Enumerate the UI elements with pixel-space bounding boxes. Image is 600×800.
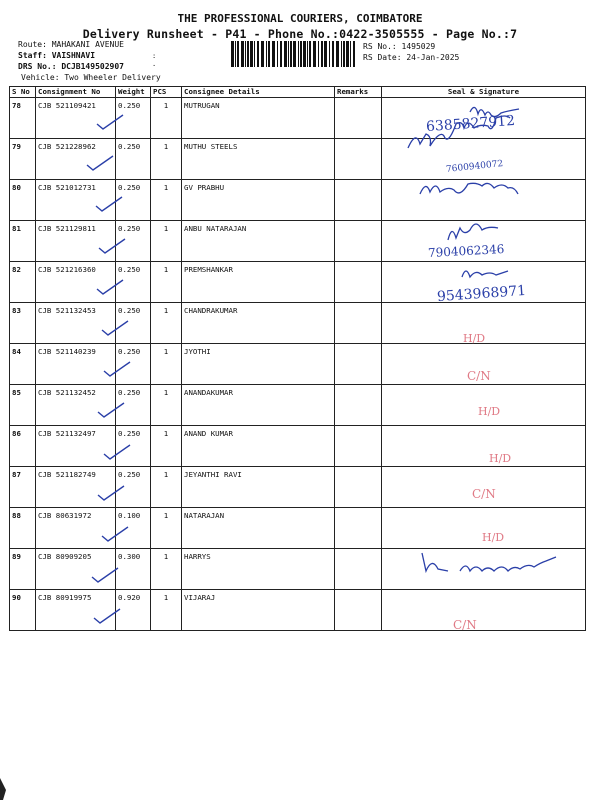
signature-cell <box>382 262 586 306</box>
handwritten-note-1: H/D <box>463 332 486 345</box>
pcs-cell: 1 <box>151 344 182 385</box>
handwritten-note-2: C/N <box>467 369 491 383</box>
pcs-cell: 1 <box>151 262 182 303</box>
check-mark-icon <box>90 565 120 585</box>
consignment-cell: CJB 521228962 <box>36 139 116 180</box>
consignment-cell: CJB 521132453 <box>36 303 116 344</box>
table-row <box>10 303 586 344</box>
col-sno: S No <box>10 87 36 98</box>
col-weight: Weight <box>116 87 151 98</box>
consignee-cell: ANBU NATARAJAN <box>182 221 335 262</box>
consignee-cell: GV PRABHU <box>182 180 335 221</box>
sno-cell: 82 <box>10 262 36 303</box>
remarks-cell <box>335 262 382 303</box>
consignment-cell: CJB 521012731 <box>36 180 116 221</box>
col-signature: Seal & Signature <box>382 87 586 98</box>
check-mark-icon <box>94 194 124 214</box>
vehicle-label: Vehicle: Two Wheeler Delivery <box>21 73 161 82</box>
consignee-cell: MUTRUGAN <box>182 98 335 139</box>
sno-cell: 86 <box>10 426 36 467</box>
remarks-cell <box>335 344 382 385</box>
sno-cell: 81 <box>10 221 36 262</box>
remarks-cell <box>335 590 382 631</box>
signature-cell <box>382 426 586 467</box>
consignee-cell: MUTHU STEELS <box>182 139 335 180</box>
handwritten-note-7: C/N <box>453 618 477 632</box>
remarks-cell <box>335 426 382 467</box>
consignment-cell: CJB 80919975 <box>36 590 116 631</box>
rs-number: RS No.: 1495029 <box>363 42 436 51</box>
check-mark-icon <box>92 606 122 626</box>
remarks-cell <box>335 549 382 590</box>
table-header-row <box>10 87 586 98</box>
corner-mark <box>0 778 10 800</box>
table-row <box>10 344 586 385</box>
weight-cell: 0.100 <box>116 508 151 549</box>
weight-cell: 0.920 <box>116 590 151 631</box>
consignee-cell: VIJARAJ <box>182 590 335 631</box>
handwritten-phone-4: 9543968971 <box>436 282 527 306</box>
weight-cell: 0.250 <box>116 180 151 221</box>
handwritten-note-3: H/D <box>478 405 501 418</box>
consignment-cell: CJB 521132452 <box>36 385 116 426</box>
signature-cell <box>382 303 586 344</box>
pcs-cell: 1 <box>151 180 182 221</box>
sno-cell: 78 <box>10 98 36 139</box>
pcs-cell: 1 <box>151 98 182 139</box>
weight-cell: 0.300 <box>116 549 151 590</box>
handwritten-note-4: H/D <box>489 452 512 465</box>
weight-cell: 0.250 <box>116 262 151 303</box>
handwritten-phone-3: 7904062346 <box>427 242 505 260</box>
pcs-cell: 1 <box>151 426 182 467</box>
weight-cell: 0.250 <box>116 385 151 426</box>
sno-cell: 85 <box>10 385 36 426</box>
remarks-cell <box>335 385 382 426</box>
signature-cell <box>382 590 586 631</box>
dot-mark: · <box>152 62 157 70</box>
signature-cell <box>382 221 586 262</box>
consignment-cell: CJB 80631972 <box>36 508 116 549</box>
signature-cell <box>382 98 586 139</box>
consignee-cell: JEYANTHI RAVI <box>182 467 335 508</box>
consignee-cell: HARRYS <box>182 549 335 590</box>
signature-cell <box>382 549 586 590</box>
col-consignment: Consignment No <box>36 87 116 98</box>
remarks-cell <box>335 221 382 262</box>
weight-cell: 0.250 <box>116 426 151 467</box>
remarks-cell <box>335 303 382 344</box>
sno-cell: 88 <box>10 508 36 549</box>
handwritten-phone-1: 6385827912 <box>425 112 516 136</box>
sno-cell: 90 <box>10 590 36 631</box>
check-mark-icon <box>95 277 125 297</box>
signature-cell <box>382 508 586 549</box>
col-remarks: Remarks <box>335 87 382 98</box>
colon-mark: : <box>152 52 157 60</box>
signature-cell <box>382 139 586 180</box>
table-row <box>10 426 586 467</box>
remarks-cell <box>335 180 382 221</box>
remarks-cell <box>335 508 382 549</box>
check-mark-icon <box>102 359 132 379</box>
remarks-cell <box>335 467 382 508</box>
signature-cell <box>382 467 586 508</box>
remarks-cell <box>335 98 382 139</box>
col-pcs: PCS <box>151 87 182 98</box>
sno-cell: 84 <box>10 344 36 385</box>
sno-cell: 80 <box>10 180 36 221</box>
weight-cell: 0.250 <box>116 467 151 508</box>
consignee-cell: JYOTHI <box>182 344 335 385</box>
consignee-cell: ANAND KUMAR <box>182 426 335 467</box>
check-mark-icon <box>96 400 126 420</box>
pcs-cell: 1 <box>151 303 182 344</box>
weight-cell: 0.250 <box>116 98 151 139</box>
check-mark-icon <box>97 236 127 256</box>
pcs-cell: 1 <box>151 508 182 549</box>
consignment-cell: CJB 521132497 <box>36 426 116 467</box>
signature-cell <box>382 180 586 221</box>
consignment-cell: CJB 521140239 <box>36 344 116 385</box>
sno-cell: 87 <box>10 467 36 508</box>
check-mark-icon <box>100 524 130 544</box>
consignment-cell: CJB 80909205 <box>36 549 116 590</box>
consignment-cell: CJB 521109421 <box>36 98 116 139</box>
consignment-cell: CJB 521216360 <box>36 262 116 303</box>
runsheet-subtitle: Delivery Runsheet - P41 - Phone No.:0422-3505555 - Page No.:7 <box>82 27 518 41</box>
drs-label: DRS No.: DCJB149502907 <box>18 62 124 71</box>
pcs-cell: 1 <box>151 549 182 590</box>
signature-cell <box>382 385 586 426</box>
weight-cell: 0.250 <box>116 221 151 262</box>
weight-cell: 0.250 <box>116 344 151 385</box>
col-consignee: Consignee Details <box>182 87 335 98</box>
consignee-cell: PREMSHANKAR <box>182 262 335 303</box>
consignment-cell: CJB 521129811 <box>36 221 116 262</box>
rs-date: RS Date: 24-Jan-2025 <box>363 53 460 62</box>
check-mark-icon <box>102 442 132 462</box>
pcs-cell: 1 <box>151 139 182 180</box>
pcs-cell: 1 <box>151 467 182 508</box>
signature-cell <box>382 344 586 385</box>
handwritten-note-5: C/N <box>472 487 496 501</box>
check-mark-icon <box>95 112 125 132</box>
sno-cell: 79 <box>10 139 36 180</box>
table-row <box>10 508 586 549</box>
staff-label: Staff: VAISHNAVI <box>18 51 96 60</box>
sno-cell: 89 <box>10 549 36 590</box>
pcs-cell: 1 <box>151 385 182 426</box>
barcode-image <box>231 41 357 67</box>
weight-cell: 0.250 <box>116 303 151 344</box>
handwritten-phone-2: 7600940072 <box>445 159 504 175</box>
table-row <box>10 221 586 262</box>
pcs-cell: 1 <box>151 221 182 262</box>
check-mark-icon <box>85 153 115 173</box>
consignee-cell: NATARAJAN <box>182 508 335 549</box>
weight-cell: 0.250 <box>116 139 151 180</box>
company-title: THE PROFESSIONAL COURIERS, COIMBATORE <box>177 12 423 25</box>
route-label: Route: MAHAKANI AVENUE <box>18 40 124 49</box>
consignment-cell: CJB 521182749 <box>36 467 116 508</box>
consignee-cell: CHANDRAKUMAR <box>182 303 335 344</box>
remarks-cell <box>335 139 382 180</box>
check-mark-icon <box>100 318 130 338</box>
pcs-cell: 1 <box>151 590 182 631</box>
check-mark-icon <box>96 483 126 503</box>
handwritten-note-6: H/D <box>482 531 505 544</box>
consignee-cell: ANANDAKUMAR <box>182 385 335 426</box>
sno-cell: 83 <box>10 303 36 344</box>
